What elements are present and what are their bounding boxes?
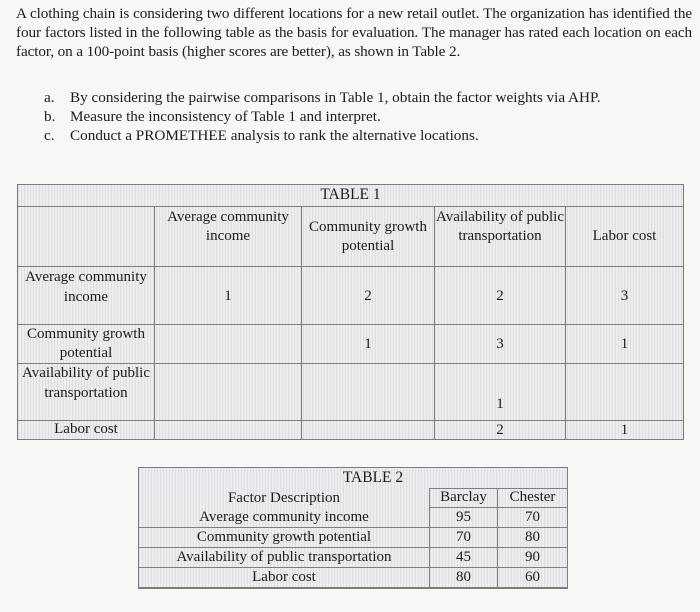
table-1-cell: 1 [566,325,683,364]
table-1-cell: 1 [435,364,566,421]
table-1-col-header: Average community income [155,206,302,267]
table-1-cell [566,364,683,421]
table-1-cell: 1 [155,267,302,325]
table-1-row-header: Availability of public transportation [18,364,155,421]
table-2-title: TABLE 2 [342,469,404,486]
question-label: c. [44,127,55,144]
table-1-cell: 1 [302,325,435,364]
table-1-cell [155,325,302,364]
table-1-grid [18,206,683,439]
table-1-corner-cell [18,206,155,267]
table-2-barclay-score: 95 [430,508,498,528]
table-1-cell: 3 [566,267,683,325]
table-2-grid [139,488,567,588]
table-2-chester-score: 80 [498,528,567,548]
table-1-col-header: Labor cost [566,206,683,267]
question-text: By considering the pairwise comparisons in Table 1, obtain the factor weights via AHP. [70,89,601,106]
question-item [44,126,684,145]
table-1-cell: 2 [435,421,566,439]
question-label: b. [44,108,56,125]
table-1-cell: 3 [435,325,566,364]
table-2-header-factor: Factor Description [139,488,430,508]
table-2-factor: Average community income [139,508,430,528]
table-1-row-header: Average community income [18,267,155,325]
table-2-barclay-score: 80 [430,568,498,588]
table-1-cell [302,421,435,439]
table-1-cell: 2 [435,267,566,325]
table-2-barclay-score: 45 [430,548,498,568]
question-list [44,88,684,145]
question-text: Measure the inconsistency of Table 1 and interpret. [70,108,381,125]
table-1-row-header: Labor cost [18,421,155,439]
question-item [44,107,684,126]
table-1-col-header: Community growth potential [302,206,435,267]
table-1-cell: 2 [302,267,435,325]
table-2-factor: Labor cost [139,568,430,588]
table-1-cell: 1 [620,421,629,438]
table-1-cell [155,421,302,439]
table-2-chester-score: 90 [498,548,567,568]
question-text: Conduct a PROMETHEE analysis to rank the alternative locations. [70,127,479,144]
table-1-cell [155,364,302,421]
table-1-cell [302,364,435,421]
table-2 [138,467,568,589]
table-2-chester-score: 70 [498,508,567,528]
table-1-col-header: Availability of public transportation [435,206,566,267]
question-label: a. [44,89,55,106]
table-1-row-header: Community growth potential [18,325,155,364]
problem-statement: A clothing chain is considering two different locations for a new retail outlet. The organization has identified the four factors listed in the following table as the basis for evaluation. The manager has rated each location on each factor, on a 100-point basis (higher scores are better), as shown in Table 2. [16,5,692,60]
table-2-factor: Community growth potential [139,528,430,548]
table-2-factor: Availability of public transportation [139,548,430,568]
table-2-chester-score: 60 [498,568,567,588]
table-2-header-chester: Chester [498,488,567,508]
table-2-barclay-score: 70 [430,528,498,548]
table-2-header-barclay: Barclay [430,488,498,508]
question-item [44,88,684,107]
table-1 [17,184,684,440]
table-1-title: TABLE 1 [320,186,381,203]
